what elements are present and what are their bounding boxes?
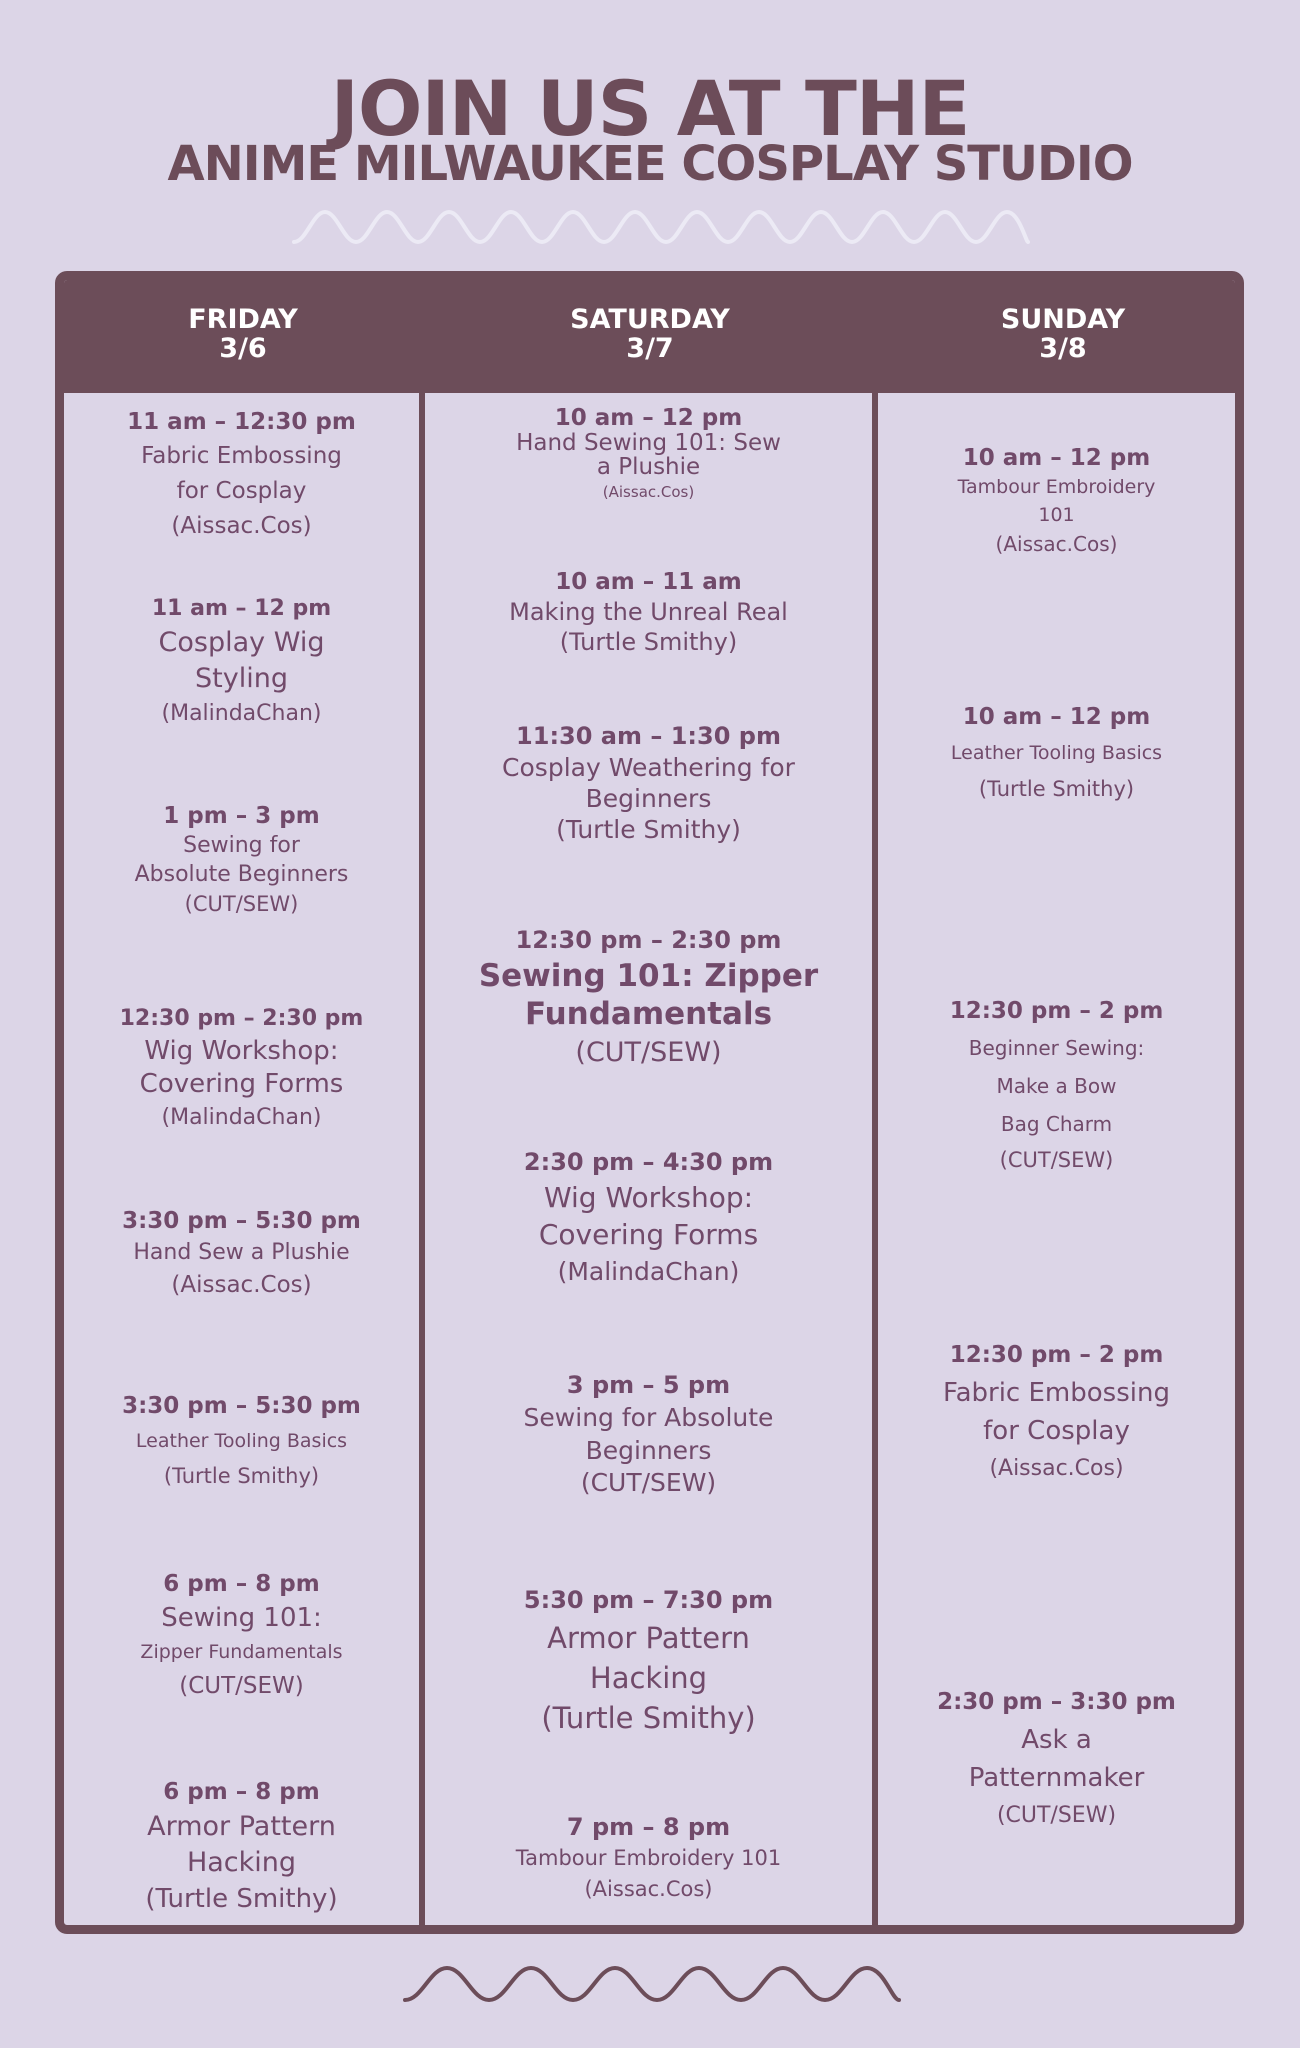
event-title: Fabric Embossing (943, 1378, 1170, 1408)
event-time: 12:30 pm – 2 pm (949, 1342, 1164, 1368)
schedule-table (55, 271, 1244, 1934)
event-card (64, 1389, 419, 1493)
event-title: Beginners (585, 1436, 712, 1465)
event-title: Cosplay Wig (158, 627, 325, 658)
bottom-wave-decoration (402, 1962, 902, 2008)
event-card (64, 1003, 419, 1134)
event-host: (Turtle Smithy) (556, 815, 741, 844)
event-host: (MalindaChan) (161, 701, 322, 726)
event-host: (CUT/SEW) (999, 1148, 1114, 1172)
event-title: Beginners (585, 784, 712, 813)
event-time: 2:30 pm – 3:30 pm (937, 1689, 1176, 1715)
event-card (878, 443, 1235, 559)
day-name: FRIDAY (188, 304, 298, 335)
event-title: Fabric Embossing (141, 443, 342, 469)
event-title: Armor Pattern (547, 1621, 750, 1655)
title-line-1: JOIN US AT THE (330, 64, 970, 153)
event-title: Absolute Beginners (134, 862, 349, 887)
event-title: Cosplay Weathering for (502, 753, 795, 782)
event-host: (Aissac.Cos) (989, 1456, 1124, 1481)
event-title: Ask a (1021, 1725, 1092, 1755)
event-title: Covering Forms (139, 1069, 344, 1099)
event-time: 11 am – 12:30 pm (127, 409, 356, 435)
event-title: Leather Tooling Basics (950, 742, 1163, 764)
event-time: 10 am – 12 pm (962, 704, 1151, 730)
event-time: 7 pm – 8 pm (566, 1813, 731, 1841)
event-time: 6 pm – 8 pm (163, 1779, 320, 1805)
event-title: Tambour Embroidery 101 (515, 1846, 782, 1870)
event-time: 12:30 pm – 2:30 pm (515, 926, 782, 954)
event-card (425, 721, 872, 845)
day-header-saturday (425, 305, 875, 363)
event-time: 12:30 pm – 2 pm (949, 998, 1164, 1024)
event-card (425, 567, 872, 657)
event-title: Bag Charm (1000, 1112, 1113, 1136)
event-card (425, 1811, 872, 1905)
event-time: 11 am – 12 pm (151, 596, 332, 621)
event-title: Zipper Fundamentals (140, 1641, 343, 1663)
event-card (878, 1336, 1235, 1488)
event-card (878, 993, 1235, 1177)
event-title: Styling (195, 663, 288, 694)
day-name: SUNDAY (1000, 304, 1126, 335)
event-host: (Aissac.Cos) (995, 532, 1118, 556)
event-card (64, 405, 419, 544)
event-time: 1 pm – 3 pm (163, 803, 320, 829)
event-host: (Turtle Smithy) (559, 628, 738, 656)
event-title: Fundamentals (524, 996, 773, 1032)
event-card (425, 1583, 872, 1739)
event-card (425, 405, 872, 505)
event-host: (Aissac.Cos) (602, 483, 695, 501)
event-host: (CUT/SEW) (184, 892, 299, 916)
event-time: 3:30 pm – 5:30 pm (122, 1208, 361, 1234)
day-header-sunday (882, 305, 1244, 363)
event-time: 5:30 pm – 7:30 pm (523, 1586, 774, 1614)
event-host: (Aissac.Cos) (584, 1877, 713, 1901)
event-card (425, 1145, 872, 1290)
event-title: 101 (1038, 504, 1075, 526)
event-time: 2:30 pm – 4:30 pm (523, 1148, 774, 1176)
event-host: (Turtle Smithy) (145, 1884, 338, 1914)
event-title: Sewing for Absolute (523, 1403, 774, 1432)
event-card (425, 1369, 872, 1499)
top-wave-decoration (291, 204, 1031, 250)
event-host: (Turtle Smithy) (541, 1701, 756, 1735)
schedule-header (64, 280, 1235, 393)
event-title: Armor Pattern (147, 1811, 336, 1842)
event-card (878, 699, 1235, 807)
event-time: 3:30 pm – 5:30 pm (122, 1393, 361, 1419)
event-time: 11:30 am – 1:30 pm (516, 722, 781, 750)
event-card (64, 1567, 419, 1703)
event-title: Wig Workshop: (543, 1181, 754, 1214)
event-time: 6 pm – 8 pm (163, 1571, 320, 1597)
event-time: 10 am – 12 pm (554, 405, 743, 431)
day-date: 3/8 (1039, 333, 1087, 364)
event-title: Covering Forms (538, 1218, 759, 1251)
event-title: Wig Workshop: (144, 1036, 339, 1066)
day-date: 3/6 (219, 333, 267, 364)
event-card (64, 1205, 419, 1301)
event-title: Hacking (186, 1847, 297, 1878)
event-time: 12:30 pm – 2:30 pm (119, 1006, 364, 1031)
day-date: 3/7 (626, 333, 674, 364)
event-title: Hand Sewing 101: Sew (516, 430, 781, 456)
event-time: 3 pm – 5 pm (566, 1371, 731, 1399)
event-host: (Turtle Smithy) (978, 777, 1135, 801)
event-title: a Plushie (596, 454, 701, 480)
event-title: Sewing 101: (161, 1603, 322, 1633)
event-title: Hacking (589, 1661, 708, 1695)
event-host: (MalindaChan) (161, 1105, 322, 1130)
event-title: for Cosplay (983, 1416, 1130, 1446)
event-title: Make a Bow (996, 1074, 1117, 1098)
event-host: (Turtle Smithy) (163, 1464, 320, 1488)
day-header-friday (64, 305, 422, 363)
event-title: for Cosplay (176, 478, 307, 504)
event-title: Sewing 101: Zipper (478, 958, 819, 994)
event-time: 10 am – 12 pm (962, 445, 1151, 471)
event-host: (CUT/SEW) (580, 1468, 717, 1497)
event-title: Hand Sew a Plushie (133, 1240, 350, 1265)
event-time: 10 am – 11 am (555, 569, 742, 595)
event-host: (CUT/SEW) (179, 1673, 304, 1699)
event-title: Patternmaker (968, 1763, 1145, 1793)
event-card (64, 593, 419, 731)
event-host: (Aissac.Cos) (171, 1272, 312, 1298)
event-title: Sewing for (183, 833, 300, 858)
event-title: Beginner Sewing: (968, 1036, 1145, 1060)
event-host: (Aissac.Cos) (171, 513, 312, 539)
event-host: (CUT/SEW) (996, 1803, 1117, 1828)
event-card (425, 923, 872, 1073)
event-host: (CUT/SEW) (575, 1037, 722, 1068)
event-card (64, 801, 419, 918)
event-title: Making the Unreal Real (509, 598, 788, 626)
event-title: Leather Tooling Basics (135, 1430, 348, 1452)
event-title: Tambour Embroidery (957, 476, 1156, 498)
event-card (878, 1683, 1235, 1835)
title-line-2: ANIME MILWAUKEE COSPLAY STUDIO (167, 136, 1133, 192)
day-name: SATURDAY (570, 304, 730, 335)
event-card (64, 1775, 419, 1917)
event-host: (MalindaChan) (557, 1257, 740, 1286)
